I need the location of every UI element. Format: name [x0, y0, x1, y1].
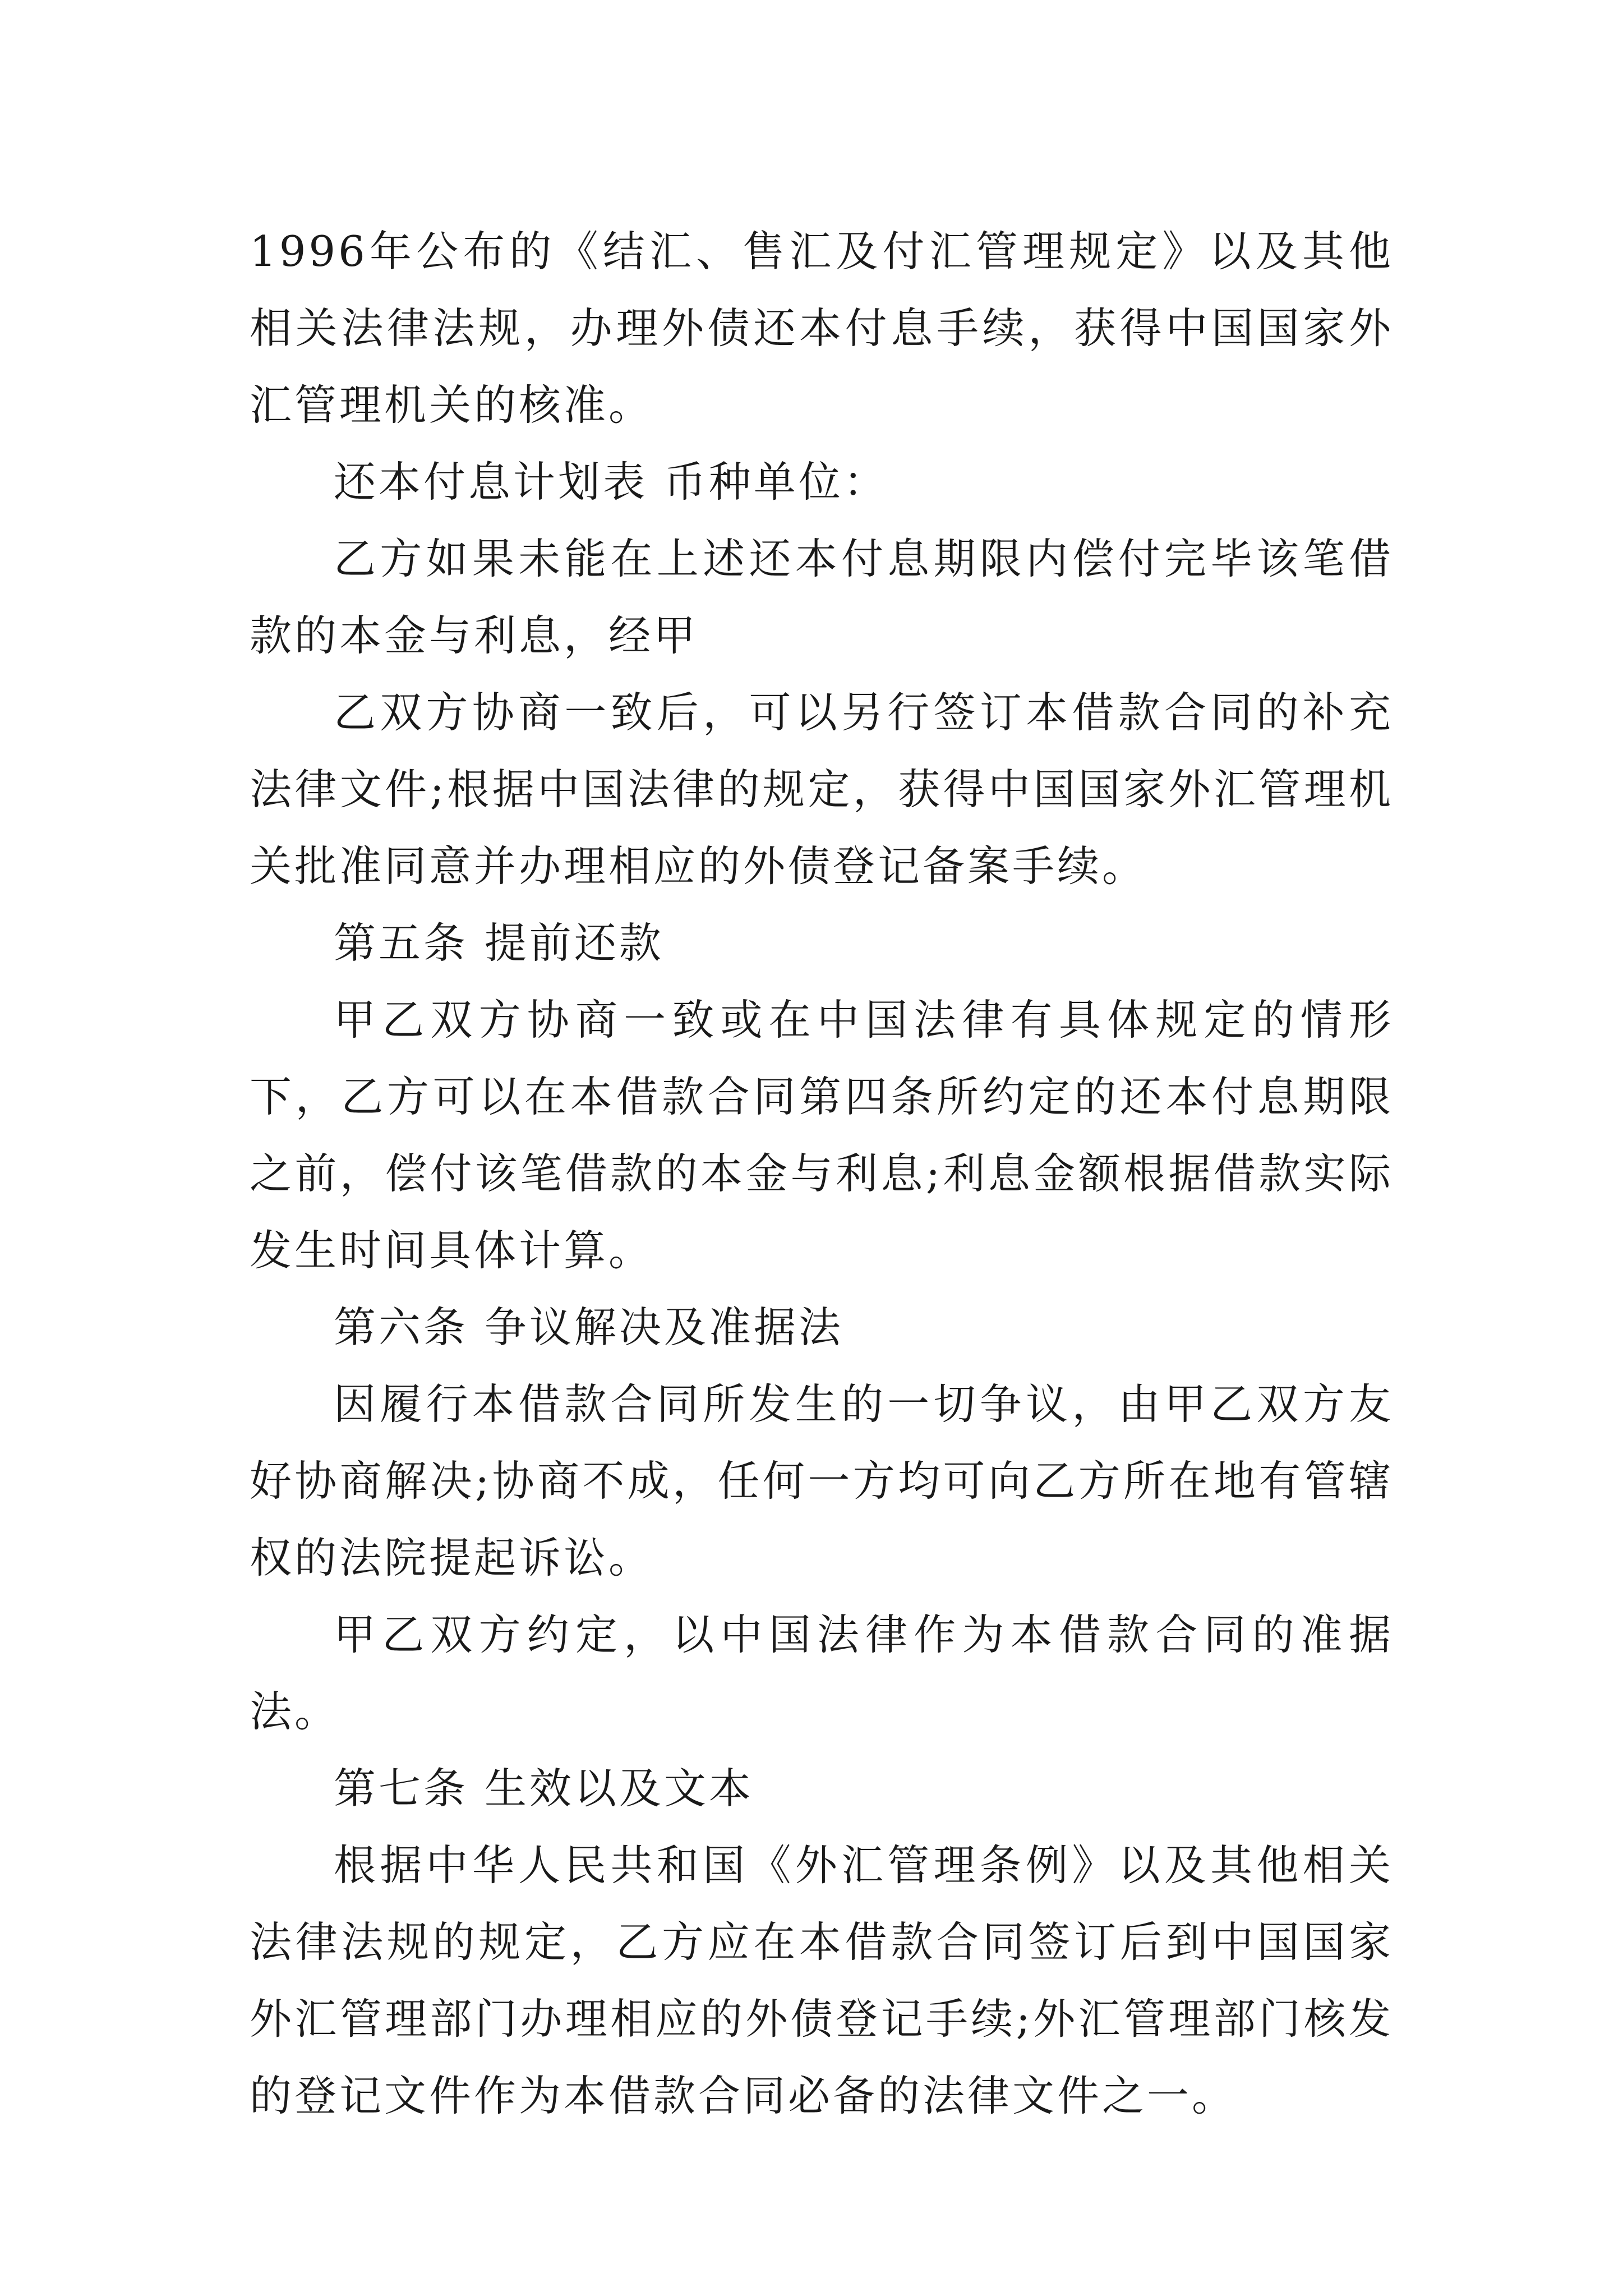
paragraph-dispute-resolution: 因履行本借款合同所发生的一切争议，由甲乙双方友好协商解决;协商不成，任何一方均可向乙方所在地有管辖权的法院提起诉讼。 [250, 1379, 1394, 1582]
repayment-schedule-line: 还本付息计划表 币种单位： [334, 457, 888, 507]
section-heading-article-5: 第五条 提前还款 [334, 918, 664, 968]
document-body [250, 213, 1394, 2134]
paragraph-effectiveness: 根据中华人民共和国《外汇管理条例》以及其他相关法律法规的规定，乙方应在本借款合同签订后到中国国家外汇管理部门办理相应的外债登记手续;外汇管理部门核发的登记文件作为本借款合同必备的法律文件之一。 [250, 1841, 1394, 2120]
section-heading-article-7: 第七条 生效以及文本 [334, 1764, 754, 1813]
paragraph-late-repayment: 乙方如果未能在上述还本付息期限内偿付完毕该笔借款的本金与利息，经甲 [250, 534, 1394, 660]
paragraph-continuation: 1996年公布的《结汇、售汇及付汇管理规定》以及其他相关法律法规，办理外债还本付息手续，获得中国国家外汇管理机关的核准。 [250, 227, 1394, 430]
paragraph-early-repayment: 甲乙双方协商一致或在中国法律有具体规定的情形下，乙方可以在本借款合同第四条所约定的还本付息期限之前，偿付该笔借款的本金与利息;利息金额根据借款实际发生时间具体计算。 [250, 995, 1394, 1275]
paragraph-supplementary-documents: 乙双方协商一致后，可以另行签订本借款合同的补充法律文件;根据中国法律的规定，获得中国国家外汇管理机关批准同意并办理相应的外债登记备案手续。 [250, 688, 1394, 891]
paragraph-governing-law: 甲乙双方约定，以中国法律作为本借款合同的准据法。 [250, 1610, 1394, 1736]
section-heading-article-6: 第六条 争议解决及准据法 [334, 1303, 843, 1352]
